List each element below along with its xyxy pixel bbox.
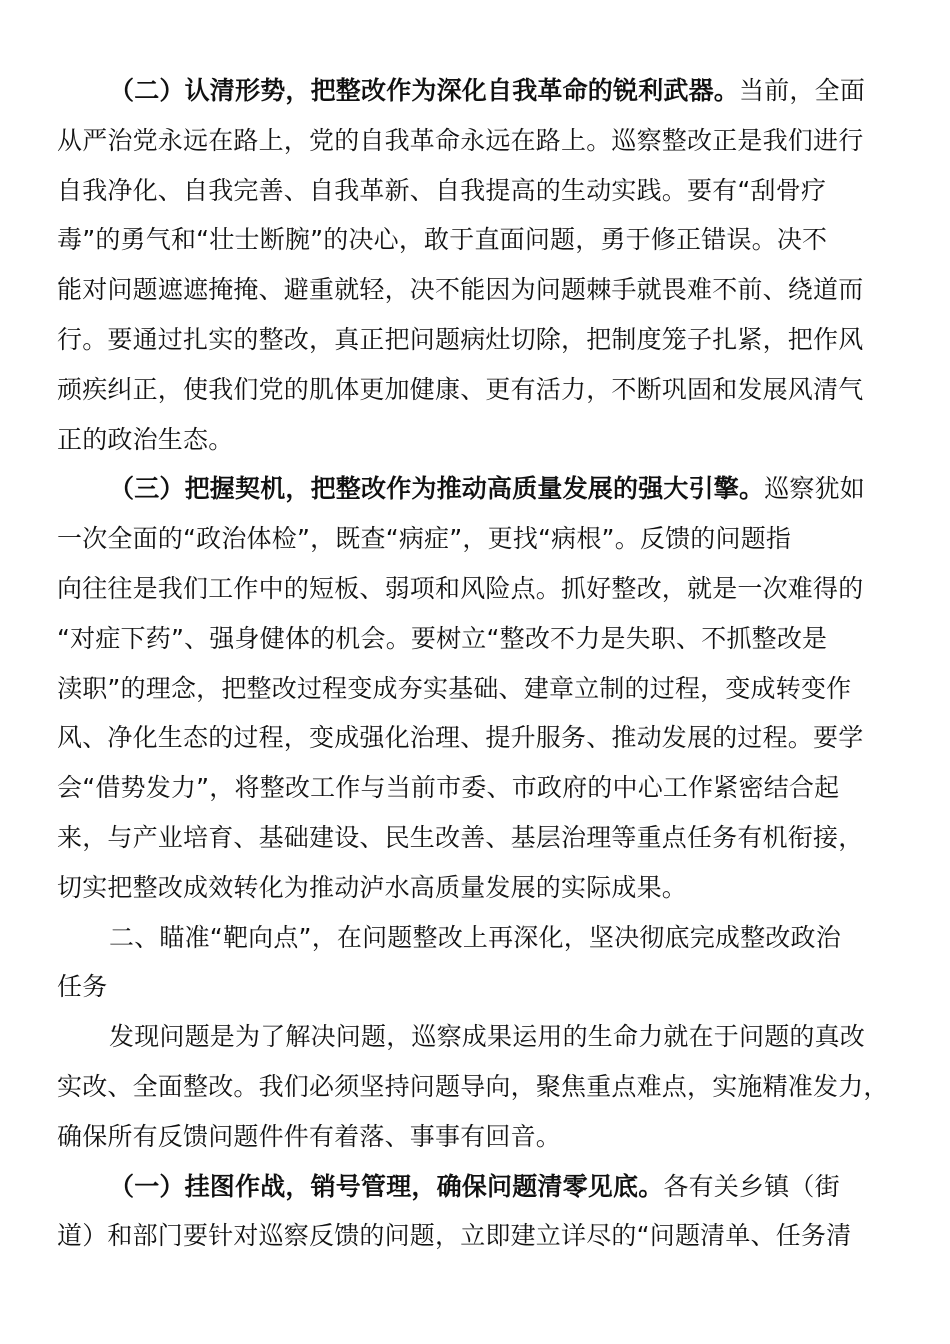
text-line: 会“借势发力”，将整改工作与当前市委、市政府的中心工作紧密结合起 [57, 773, 840, 803]
text-line: 能对问题遮遮掩掩、避重就轻，决不能因为问题棘手就畏难不前、绕道而 [57, 275, 864, 305]
document-page [57, 66, 889, 1261]
sub1-heading: （一）挂图作战，销号管理，确保问题清零见底。 [109, 1171, 664, 1201]
text-line: 自我净化、自我完善、自我革新、自我提高的生动实践。要有“刮骨疗 [57, 175, 827, 205]
text-line: 切实把整改成效转化为推动泸水高质量发展的实际成果。 [57, 872, 688, 902]
sec3-heading: （三）把握契机，把整改作为推动高质量发展的强大引擎。 [109, 474, 765, 504]
text-line: 来，与产业培育、基础建设、民生改善、基层治理等重点任务有机衔接， [57, 822, 864, 852]
sec2-heading: （二）认清形势，把整改作为深化自我革命的锐利武器。 [109, 76, 740, 105]
text-line: 一次全面的“政治体检”，既查“病症”，更找“病根”。反馈的问题指 [57, 524, 792, 554]
text-line: 风、净化生态的过程，变成强化治理、提升服务、推动发展的过程。要学 [57, 723, 864, 753]
intro-line: 发现问题是为了解决问题，巡察成果运用的生命力就在于问题的真改 [109, 1022, 866, 1052]
text-line: “对症下药”、强身健体的机会。要树立“整改不力是失职、不抓整改是 [57, 623, 828, 653]
text-line: 行。要通过扎实的整改，真正把问题病灶切除，把制度笼子扎紧，把作风 [57, 324, 864, 354]
text-line: 从严治党永远在路上，党的自我革命永远在路上。巡察整改正是我们进行 [57, 125, 864, 155]
paragraph-sec3-line-1: （三）把握契机，把整改作为推动高质量发展的强大引擎。巡察犹如 [109, 474, 866, 504]
text-line: 顽疾纠正，使我们党的肌体更加健康、更有活力，不断巩固和发展风清气 [57, 374, 864, 404]
text-line: 正的政治生态。 [57, 424, 234, 454]
part2-heading-cont: 任务 [57, 972, 108, 1002]
text-line: 渎职”的理念，把整改过程变成夯实基础、建章立制的过程，变成转变作 [57, 673, 852, 703]
text-line: 确保所有反馈问题件件有着落、事事有回音。 [57, 1121, 562, 1151]
text-line: 实改、全面整改。我们必须坚持问题导向，聚焦重点难点，实施精准发力， [57, 1071, 889, 1101]
text-line: 道）和部门要针对巡察反馈的问题，立即建立详尽的“问题清单、任务清 [57, 1221, 852, 1251]
text-line: 毒”的勇气和“壮士断腕”的决心，敢于直面问题，勇于修正错误。决不 [57, 225, 828, 255]
paragraph-sec2-line-1: （二）认清形势，把整改作为深化自我革命的锐利武器。当前，全面 [109, 76, 866, 105]
paragraph-sub1-line-1: （一）挂图作战，销号管理，确保问题清零见底。各有关乡镇（街 [109, 1171, 840, 1201]
part2-heading: 二、瞄准“靶向点”，在问题整改上再深化，坚决彻底完成整改政治 [109, 922, 841, 952]
text-line: 向往往是我们工作中的短板、弱项和风险点。抓好整改，就是一次难得的 [57, 573, 864, 603]
